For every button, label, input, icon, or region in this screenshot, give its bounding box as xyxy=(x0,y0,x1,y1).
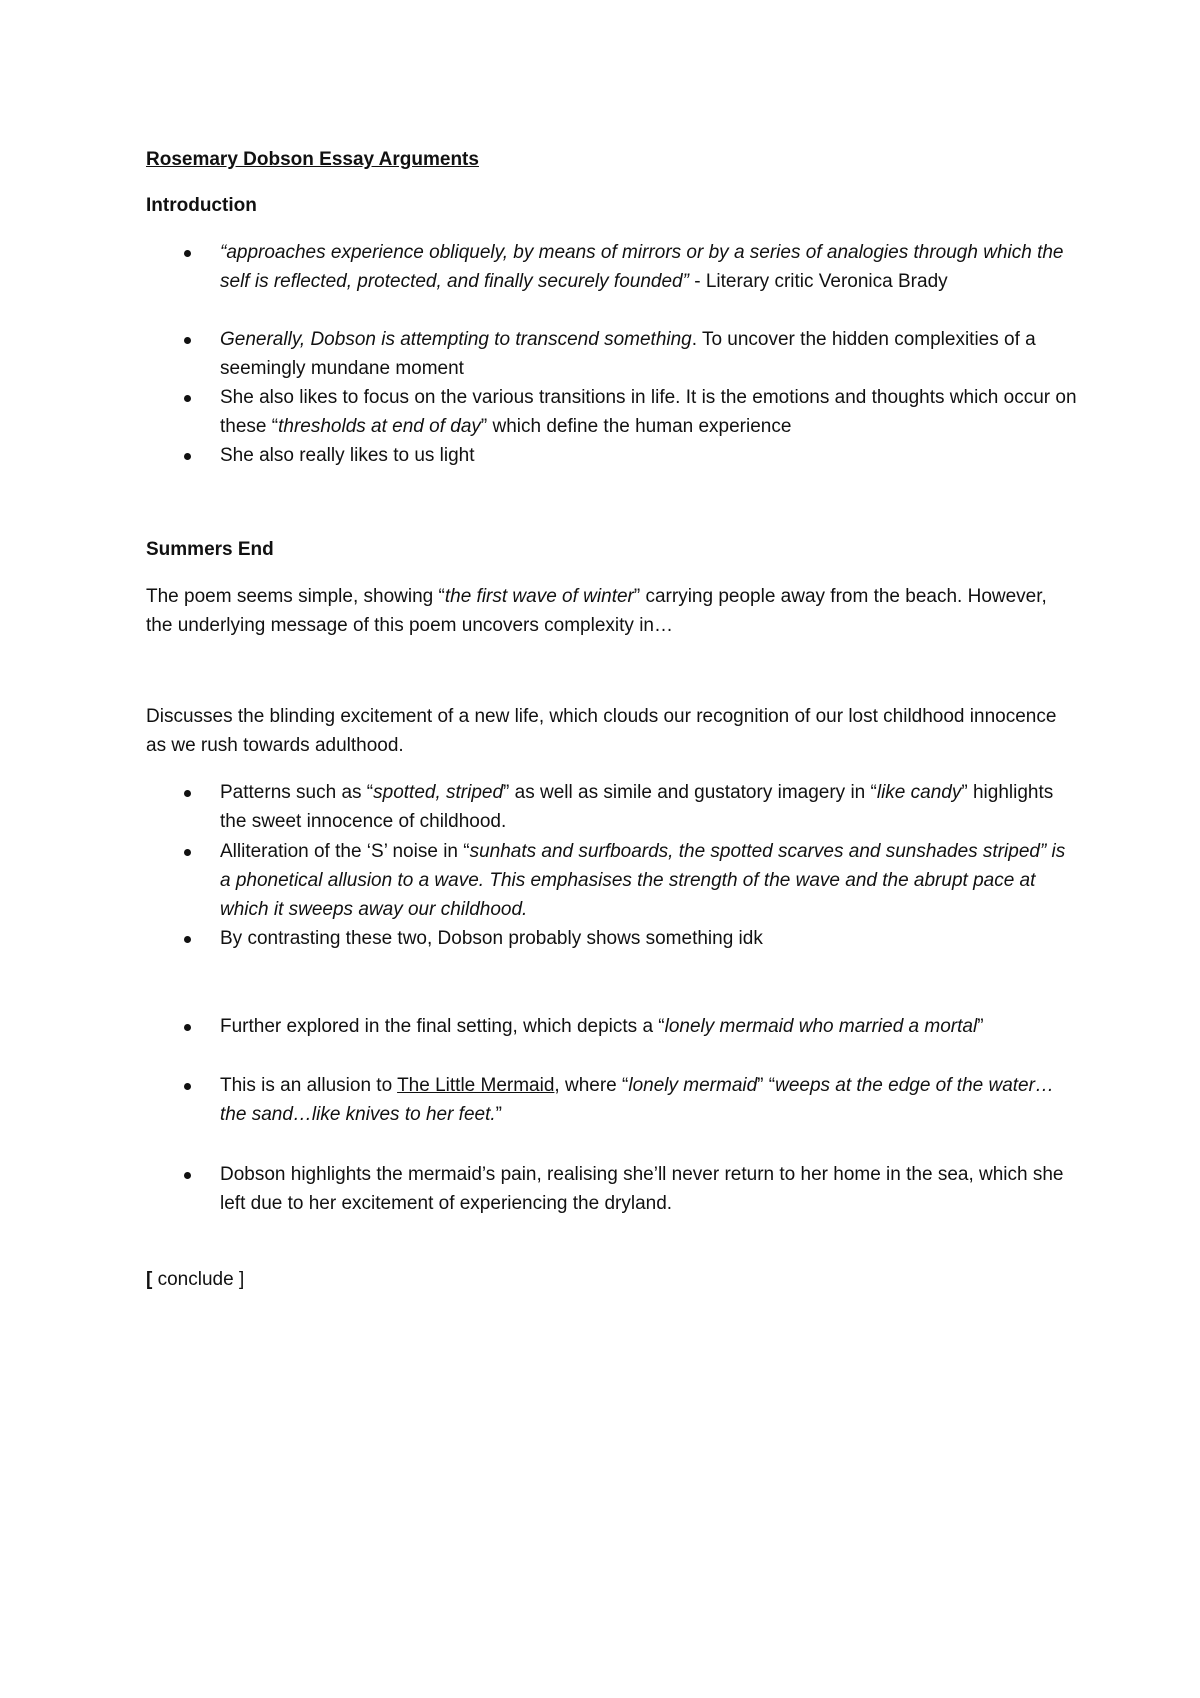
bullet-text: Further explored in the final setting, which depicts a “ xyxy=(220,1016,665,1037)
bullet-text: ” xyxy=(495,1104,502,1125)
bullet-icon xyxy=(184,250,194,260)
heading-summers-end: Summers End xyxy=(146,539,274,560)
intro-bullet-3 xyxy=(220,383,1080,441)
bullet-text: Alliteration of the ‘S’ noise in “ xyxy=(220,841,470,862)
bracket-open: [ xyxy=(146,1269,153,1290)
bullet-icon xyxy=(184,849,194,859)
summers-bullet-5 xyxy=(220,1071,1080,1129)
bullet-text: ” highlights the sweet innocence of childhood. xyxy=(220,782,1054,832)
intro-bullet-4: She also really likes to us light xyxy=(220,445,475,466)
italic-text: weeps at the edge of the water…the sand…like knives to her feet. xyxy=(220,1075,1054,1125)
para-text: The poem seems simple, showing “ xyxy=(146,586,445,607)
bullet-text: ” as well as simile and gustatory imagery in “ xyxy=(503,782,877,803)
conclude-placeholder xyxy=(146,1265,244,1294)
bullet-text: ” “ xyxy=(757,1075,776,1096)
summers-bullet-4 xyxy=(220,1012,1080,1041)
critic-attribution: - Literary critic Veronica Brady xyxy=(688,271,948,292)
conclude-word: conclude ] xyxy=(152,1269,245,1290)
summers-bullet-6: Dobson highlights the mermaid’s pain, realising she’ll never return to her home in the sea, which she left due to her excitement of experiencing the dryland. xyxy=(220,1164,1064,1214)
bullet-text: She also likes to focus on the various transitions in life. It is the emotions and thoughts which occur on these “ xyxy=(220,387,1077,437)
bullet-icon xyxy=(184,337,194,347)
intro-bullet-1 xyxy=(220,238,1080,296)
bullet-icon xyxy=(184,790,194,800)
bullet-text: ” xyxy=(977,1016,984,1037)
bullet-text: , where “ xyxy=(554,1075,629,1096)
intro-bullet-2 xyxy=(220,325,1080,383)
book-title: The Little Mermaid xyxy=(397,1075,555,1096)
bullet-icon xyxy=(184,936,194,946)
italic-text: spotted, striped xyxy=(373,782,504,803)
para-text: ” carrying people away from the beach. However, the underlying message of this poem uncovers complexity in… xyxy=(146,586,1047,636)
summers-bullet-2 xyxy=(220,837,1080,924)
document-title: Rosemary Dobson Essay Arguments xyxy=(146,149,479,170)
summers-bullet-3: By contrasting these two, Dobson probably shows something idk xyxy=(220,928,763,949)
summers-bullet-1 xyxy=(220,778,1080,836)
italic-text: thresholds at end of day xyxy=(278,416,481,437)
italic-text: lonely mermaid who married a mortal xyxy=(664,1016,978,1037)
bullet-text: . To uncover the hidden complexities of a seemingly mundane moment xyxy=(220,329,1036,379)
bullet-icon xyxy=(184,1172,194,1182)
italic-text: like candy xyxy=(876,782,962,803)
italic-text: lonely mermaid xyxy=(628,1075,758,1096)
italic-text: the first wave of winter xyxy=(444,586,634,607)
italic-text: Generally, Dobson is attempting to transcend something xyxy=(220,329,692,350)
bullet-text: This is an allusion to xyxy=(220,1075,398,1096)
summers-end-paragraph: Discusses the blinding excitement of a new life, which clouds our recognition of our lost childhood innocence as we rush towards adulthood. xyxy=(146,706,1057,756)
bullet-icon xyxy=(184,453,194,463)
heading-introduction: Introduction xyxy=(146,195,257,216)
italic-text: sunhats and surfboards, the spotted scarves and sunshades striped” is a phonetical allusion to a wave. This emphasises the strength of the wave and the abrupt pace at which it sweeps away our childhood. xyxy=(220,841,1066,920)
bullet-icon xyxy=(184,1083,194,1093)
bullet-icon xyxy=(184,395,194,405)
summers-end-intro xyxy=(146,582,1066,640)
bullet-icon xyxy=(184,1024,194,1034)
bullet-text: ” which define the human experience xyxy=(480,416,792,437)
critic-quote: “approaches experience obliquely, by means of mirrors or by a series of analogies through which the self is reflected, protected, and finally securely founded” xyxy=(220,242,1064,292)
bullet-text: Patterns such as “ xyxy=(220,782,374,803)
